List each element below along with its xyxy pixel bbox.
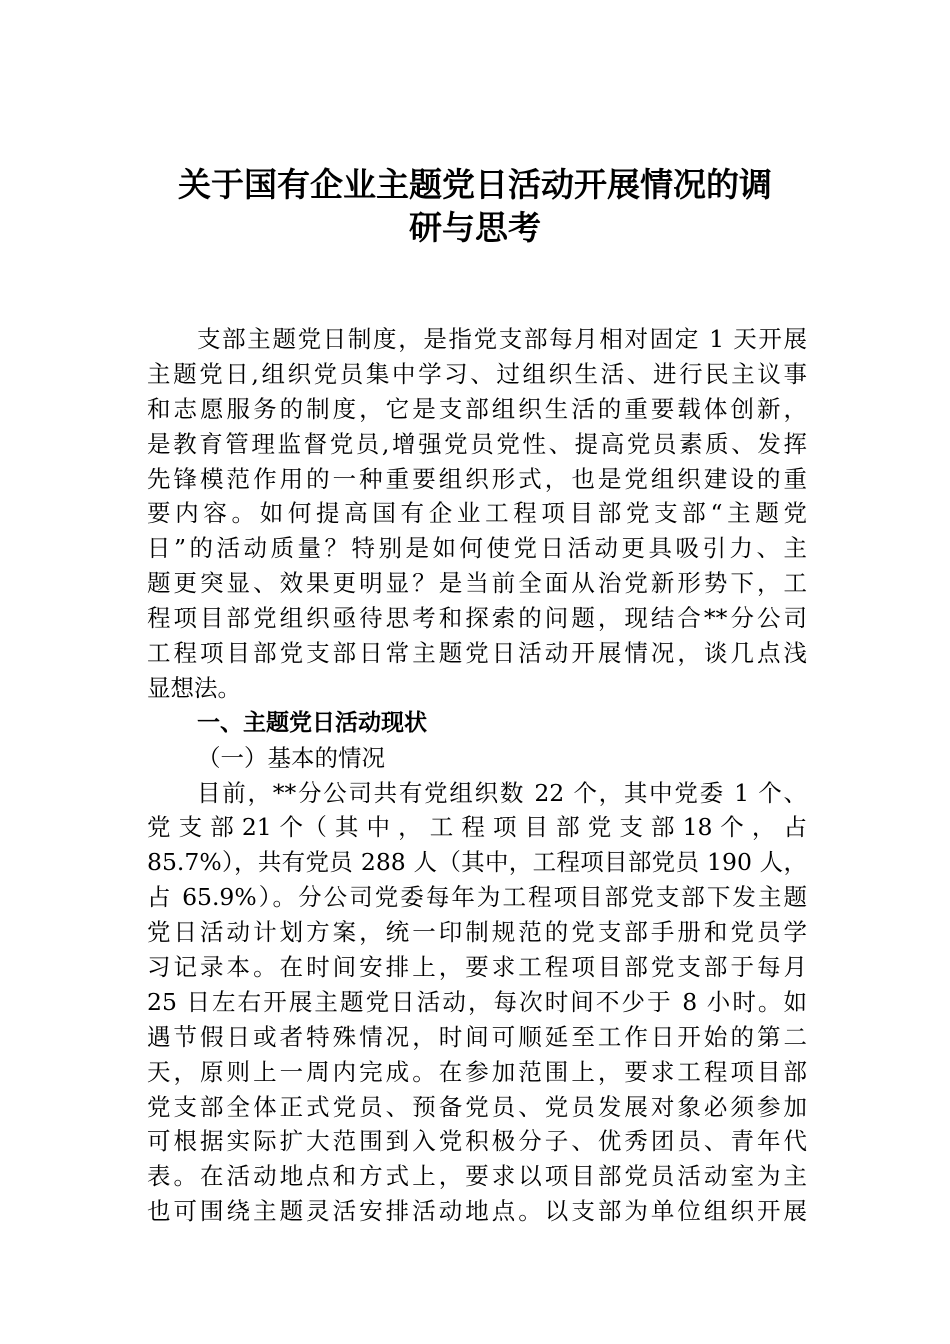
paragraph-line: 占 65.9%）。分公司党委每年为工程项目部党支部下发主题 <box>147 883 807 912</box>
document-title-line-2: 研与思考 <box>409 208 541 247</box>
document-body <box>147 322 807 1229</box>
paragraph-line: 遇节假日或者特殊情况，时间可顺延至工作日开始的第二 <box>147 1022 807 1051</box>
paragraph-line: 党日活动计划方案，统一印制规范的党支部手册和党员学 <box>147 918 807 947</box>
paragraph-line: 25 日左右开展主题党日活动，每次时间不少于 8 小时。如 <box>147 987 807 1016</box>
paragraph-line: 题更突显、效果更明显？是当前全面从治党新形势下，工 <box>147 569 807 598</box>
document-title-line-1: 关于国有企业主题党日活动开展情况的调 <box>178 165 772 204</box>
paragraph-line: 表。在活动地点和方式上，要求以项目部党员活动室为主 <box>147 1162 807 1191</box>
paragraph-line: 主题党日,组织党员集中学习、过组织生活、进行民主议事 <box>147 359 807 388</box>
paragraph-line: 党 支 部 21 个（ 其 中 ， 工 程 项 目 部 党 支 部 18 个 ， 占 <box>147 813 807 842</box>
paragraph-line: 可根据实际扩大范围到入党积极分子、优秀团员、青年代 <box>147 1127 807 1156</box>
paragraph-line: 党支部全体正式党员、预备党员、党员发展对象必须参加 <box>147 1092 807 1121</box>
paragraph-line: 85.7%），共有党员 288 人（其中，工程项目部党员 190 人， <box>147 848 807 877</box>
paragraph-line: 目前，**分公司共有党组织数 22 个，其中党委 1 个、 <box>197 778 807 807</box>
paragraph-line: 显想法。 <box>147 673 241 702</box>
paragraph-line: 天，原则上一周内完成。在参加范围上，要求工程项目部 <box>147 1057 807 1086</box>
paragraph-line: 日”的活动质量？特别是如何使党日活动更具吸引力、主 <box>147 534 807 563</box>
paragraph-line: 程项目部党组织亟待思考和探索的问题，现结合**分公司 <box>147 604 807 633</box>
paragraph-line: 支部主题党日制度，是指党支部每月相对固定 1 天开展 <box>197 325 807 353</box>
paragraph-line: 也可围绕主题灵活安排活动地点。以支部为单位组织开展 <box>147 1197 807 1226</box>
paragraph-line: 和志愿服务的制度，它是支部组织生活的重要载体创新， <box>147 394 807 423</box>
section-heading: 一、主题党日活动现状 <box>197 709 427 736</box>
paragraph-line: 是教育管理监督党员,增强党员党性、提高党员素质、发挥 <box>147 429 807 458</box>
paragraph-line: 工程项目部党支部日常主题党日活动开展情况，谈几点浅 <box>147 639 807 668</box>
paragraph-line: 先锋模范作用的一种重要组织形式，也是党组织建设的重 <box>147 464 807 493</box>
paragraph-line: 要内容。如何提高国有企业工程项目部党支部“主题党 <box>147 499 807 528</box>
subsection-heading: （一）基本的情况 <box>197 743 385 772</box>
paragraph-line: 习记录本。在时间安排上，要求工程项目部党支部于每月 <box>147 953 807 982</box>
